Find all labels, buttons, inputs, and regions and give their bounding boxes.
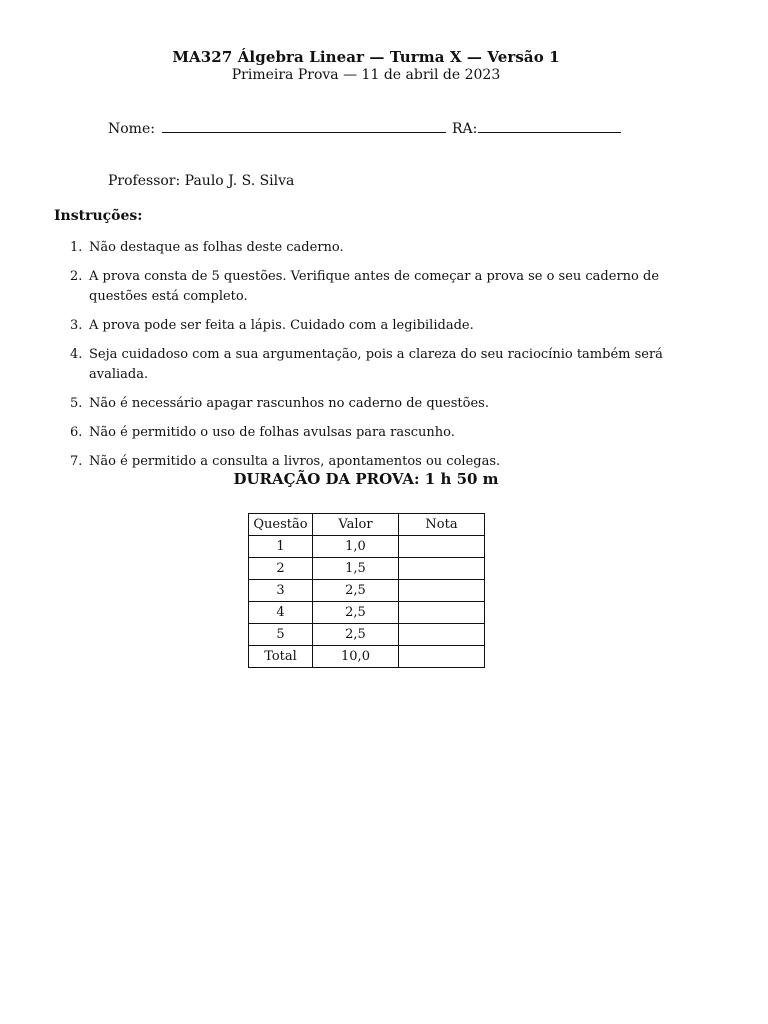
instruction-text: Não é necessário apagar rascunhos no caderno de questões. bbox=[89, 396, 489, 411]
instruction-number: 4. bbox=[70, 347, 83, 362]
instruction-text: Não é permitido o uso de folhas avulsas para rascunho. bbox=[89, 425, 455, 440]
instruction-text: Seja cuidadoso com a sua argumentação, pois a clareza do seu raciocínio também será avaliada. bbox=[89, 347, 663, 382]
grade-cell[interactable] bbox=[399, 624, 485, 646]
question-cell: 5 bbox=[249, 624, 313, 646]
value-cell: 2,5 bbox=[313, 624, 399, 646]
value-cell: 2,5 bbox=[313, 580, 399, 602]
exam-subtitle: Primeira Prova — 11 de abril de 2023 bbox=[231, 67, 501, 83]
instruction-number: 3. bbox=[70, 318, 83, 333]
student-fields bbox=[108, 118, 621, 137]
name-label: Nome: bbox=[108, 121, 155, 137]
column-header-grade: Nota bbox=[399, 514, 485, 536]
ra-blank-line[interactable] bbox=[478, 118, 621, 133]
value-cell: 2,5 bbox=[313, 602, 399, 624]
instruction-item bbox=[70, 423, 700, 443]
table-row bbox=[249, 624, 485, 646]
value-cell: 1,5 bbox=[313, 558, 399, 580]
table-row bbox=[249, 558, 485, 580]
grade-cell[interactable] bbox=[399, 558, 485, 580]
instruction-item bbox=[70, 267, 700, 307]
total-value-cell: 10,0 bbox=[313, 646, 399, 668]
total-grade-cell[interactable] bbox=[399, 646, 485, 668]
instruction-number: 7. bbox=[70, 454, 83, 469]
ra-label: RA: bbox=[451, 121, 478, 137]
instruction-item bbox=[70, 345, 700, 385]
instruction-number: 2. bbox=[70, 269, 83, 284]
total-label-cell: Total bbox=[249, 646, 313, 668]
table-row bbox=[249, 580, 485, 602]
instruction-item bbox=[70, 394, 700, 414]
instruction-number: 1. bbox=[70, 240, 83, 255]
instruction-number: 5. bbox=[70, 396, 83, 411]
name-blank-line[interactable] bbox=[162, 118, 446, 133]
instruction-item bbox=[70, 452, 700, 472]
instruction-text: Não destaque as folhas deste caderno. bbox=[89, 240, 344, 255]
question-cell: 4 bbox=[249, 602, 313, 624]
grade-cell[interactable] bbox=[399, 580, 485, 602]
instruction-text: A prova pode ser feita a lápis. Cuidado com a legibilidade. bbox=[89, 318, 474, 333]
column-header-question: Questão bbox=[249, 514, 313, 536]
instructions-heading: Instruções: bbox=[54, 208, 143, 224]
table-header-row bbox=[249, 514, 485, 536]
value-cell: 1,0 bbox=[313, 536, 399, 558]
grades-table bbox=[248, 513, 485, 668]
grade-cell[interactable] bbox=[399, 602, 485, 624]
instruction-text: A prova consta de 5 questões. Verifique antes de começar a prova se o seu caderno de questões está completo. bbox=[89, 269, 660, 304]
instruction-item bbox=[70, 238, 700, 258]
exam-duration: DURAÇÃO DA PROVA: 1 h 50 m bbox=[233, 470, 499, 488]
column-header-value: Valor bbox=[313, 514, 399, 536]
question-cell: 3 bbox=[249, 580, 313, 602]
table-row-total bbox=[249, 646, 485, 668]
table-row bbox=[249, 536, 485, 558]
grade-cell[interactable] bbox=[399, 536, 485, 558]
exam-title: MA327 Álgebra Linear — Turma X — Versão 1 bbox=[172, 48, 560, 66]
professor-line: Professor: Paulo J. S. Silva bbox=[108, 173, 295, 189]
instructions-list bbox=[70, 238, 700, 481]
question-cell: 1 bbox=[249, 536, 313, 558]
question-cell: 2 bbox=[249, 558, 313, 580]
table-row bbox=[249, 602, 485, 624]
instruction-number: 6. bbox=[70, 425, 83, 440]
instruction-text: Não é permitido a consulta a livros, apontamentos ou colegas. bbox=[89, 454, 501, 469]
instruction-item bbox=[70, 316, 700, 336]
